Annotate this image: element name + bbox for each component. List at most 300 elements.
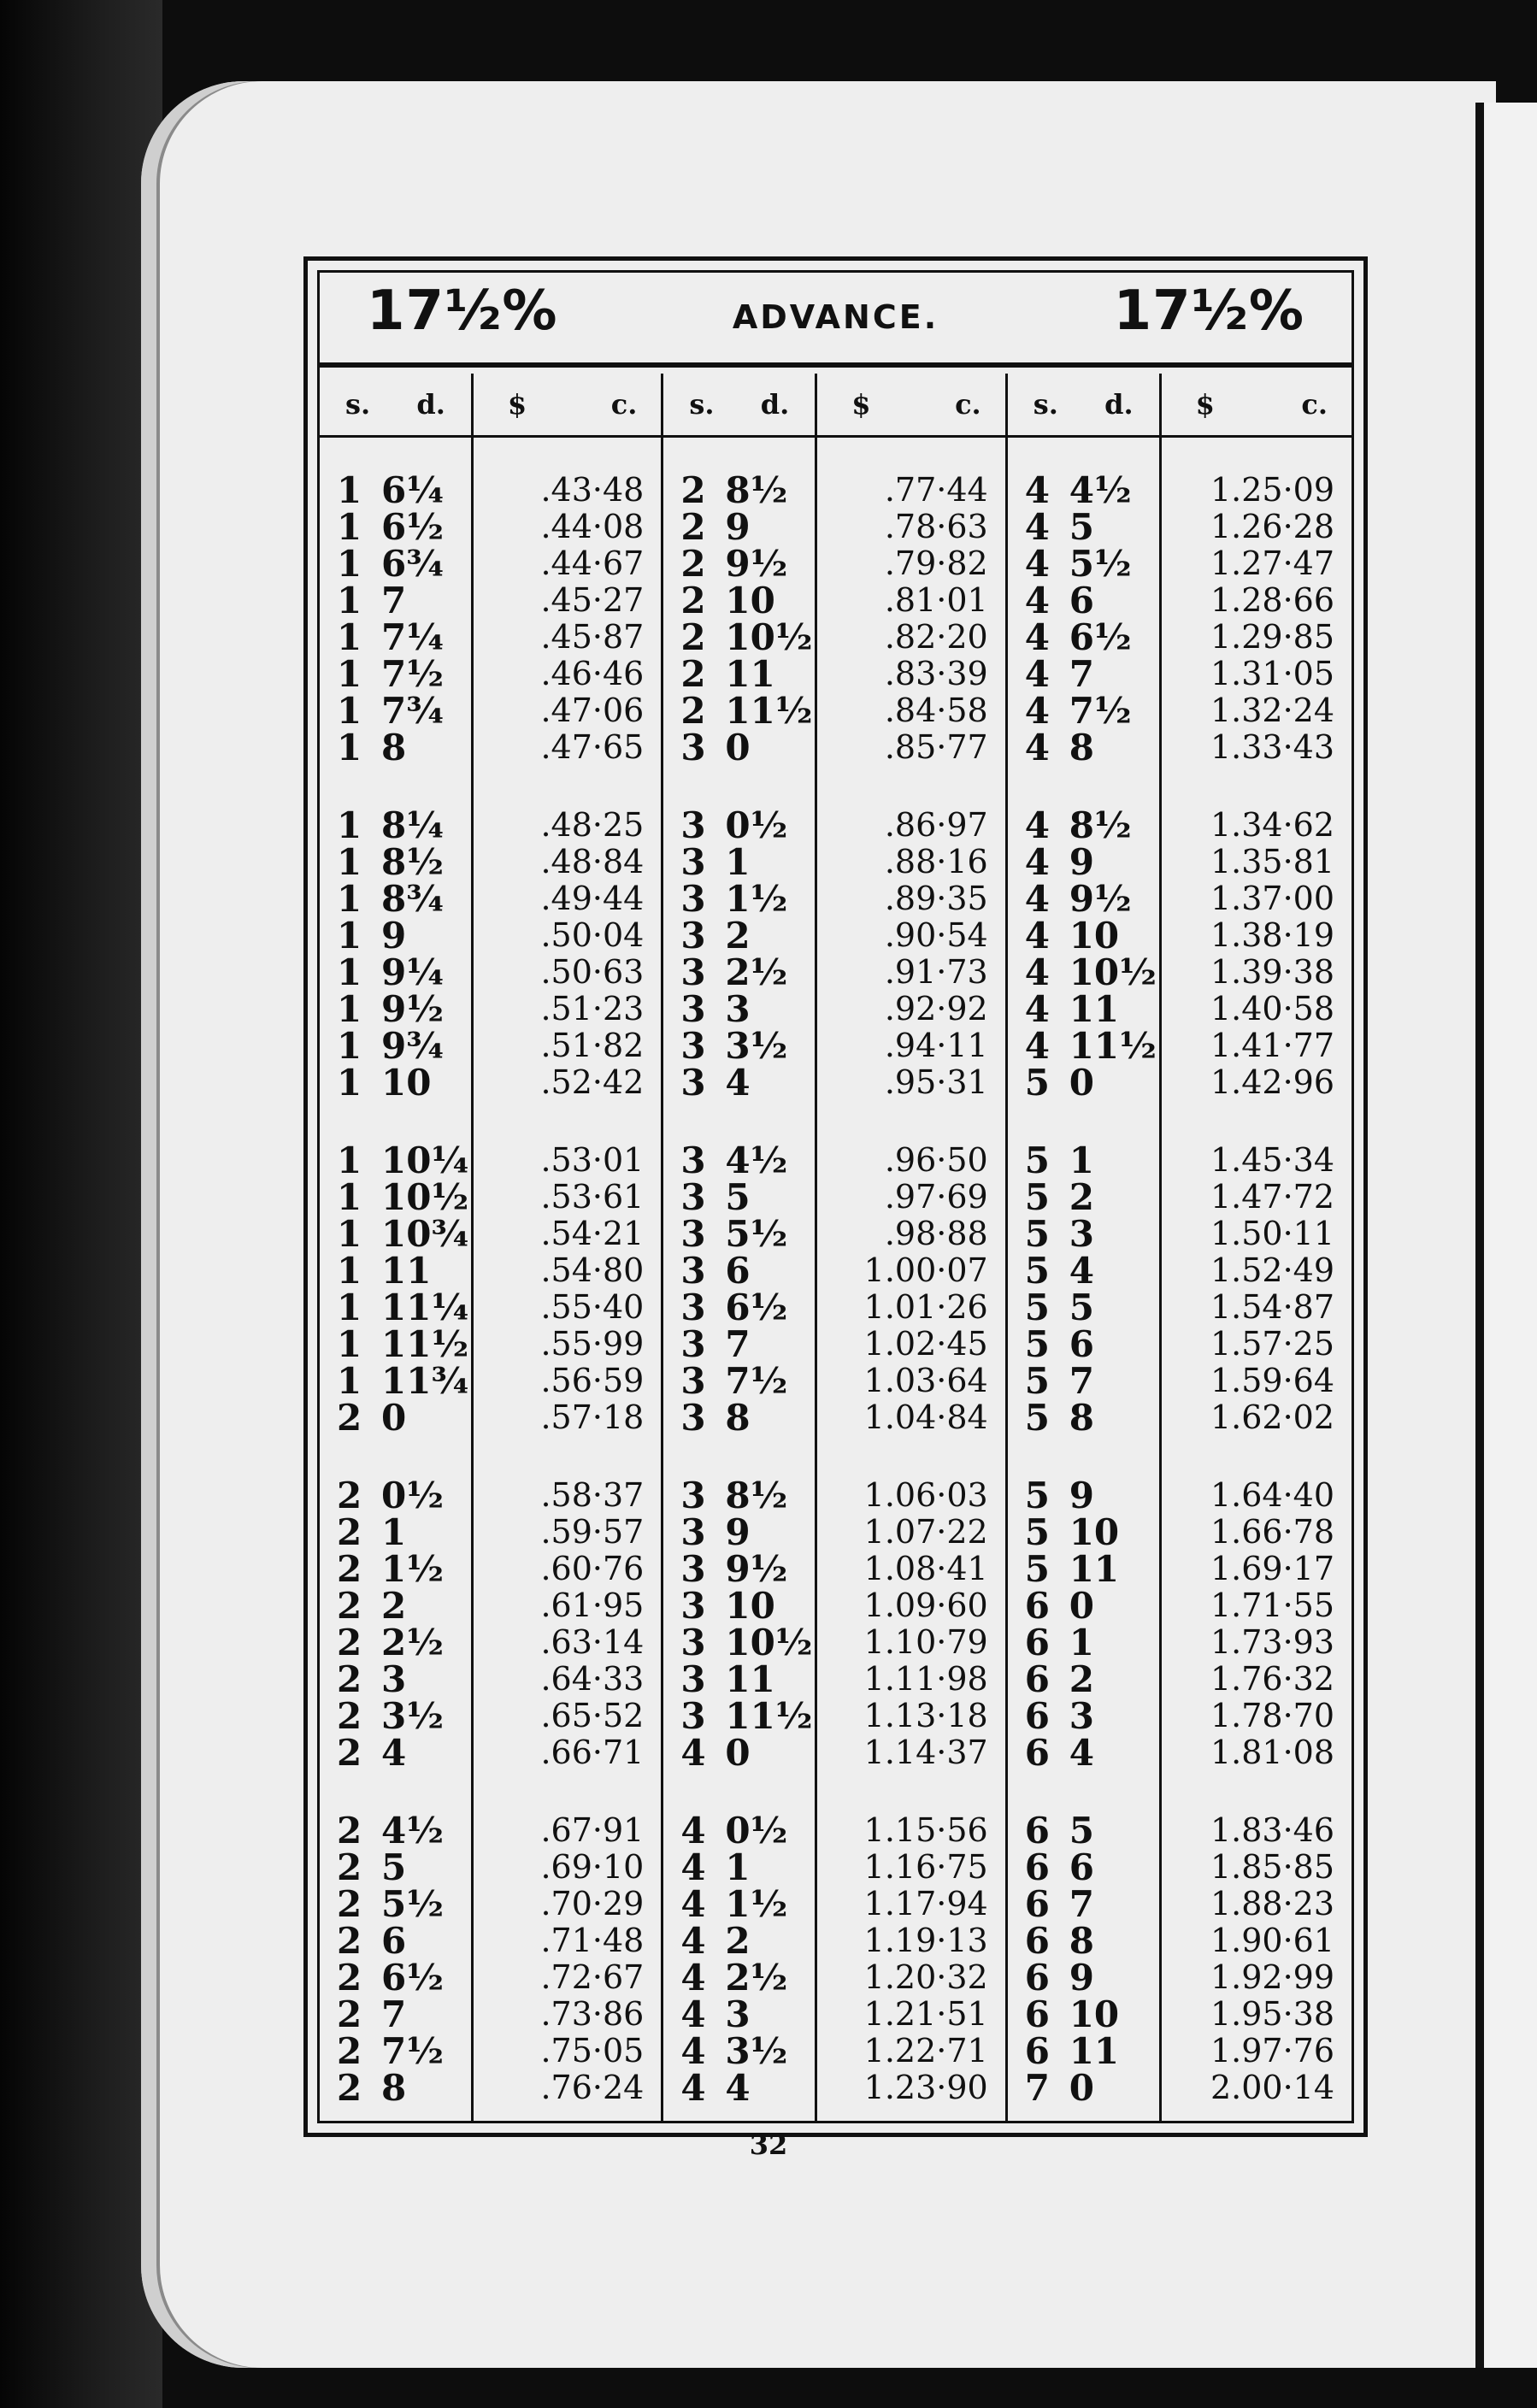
sterling-amount bbox=[663, 1286, 815, 1328]
sterling-amount bbox=[1008, 729, 1159, 766]
pence-value: 10 bbox=[1069, 915, 1120, 957]
shillings-value: 6 bbox=[1024, 1732, 1050, 1774]
scan-background bbox=[0, 0, 162, 2408]
pence-value: 3 bbox=[381, 1658, 407, 1700]
pence-value: 1 bbox=[1069, 1139, 1094, 1181]
sterling-amount bbox=[1008, 1548, 1159, 1590]
sterling-amount bbox=[1008, 1846, 1159, 1888]
shillings-value: 6 bbox=[1024, 2030, 1050, 2072]
shillings-value: 5 bbox=[1024, 1397, 1050, 1439]
dollar-group bbox=[1162, 1142, 1352, 1436]
pence-value: 8½ bbox=[725, 1475, 788, 1516]
dollar-amount: .66·71 bbox=[540, 1734, 645, 1771]
shillings-value: 4 bbox=[1024, 915, 1050, 957]
sterling-amount bbox=[320, 1548, 471, 1590]
sterling-amount bbox=[320, 506, 471, 548]
pence-value: 7 bbox=[1069, 1360, 1094, 1402]
pence-value: 6 bbox=[725, 1250, 751, 1292]
dollar-amount: .97·69 bbox=[884, 1178, 988, 1216]
sterling-group bbox=[1008, 1475, 1159, 1774]
pence-value: 3½ bbox=[725, 1025, 788, 1067]
dollar-group bbox=[1162, 1812, 1352, 2106]
pence-value: 10 bbox=[725, 580, 775, 621]
dollar-amount: .72·67 bbox=[540, 1958, 645, 1996]
shillings-value: 4 bbox=[680, 1957, 706, 1999]
sterling-group bbox=[663, 1139, 815, 1439]
sterling-amount bbox=[1008, 1883, 1159, 1925]
sterling-amount bbox=[320, 1025, 471, 1067]
shillings-value: 1 bbox=[337, 841, 362, 883]
pence-value: 7 bbox=[725, 1323, 751, 1365]
pence-value: 4 bbox=[381, 1732, 407, 1774]
sterling-amount bbox=[1008, 1176, 1159, 1218]
shillings-value: 5 bbox=[1024, 1176, 1050, 1218]
dollar-amount: 1.50·11 bbox=[1210, 1215, 1334, 1252]
dollar-amount: 1.54·87 bbox=[1210, 1288, 1334, 1326]
sterling-amount bbox=[320, 878, 471, 920]
shillings-value: 1 bbox=[337, 1323, 362, 1365]
dollar-column bbox=[1162, 374, 1352, 2121]
sterling-amount bbox=[320, 729, 471, 766]
dollar-group bbox=[817, 472, 1004, 766]
shillings-value: 4 bbox=[1024, 804, 1050, 846]
sterling-column-header bbox=[320, 374, 471, 438]
pence-value: 8½ bbox=[381, 841, 445, 883]
pence-value: 7½ bbox=[381, 2030, 445, 2072]
shillings-value: 3 bbox=[680, 1323, 706, 1365]
sterling-amount bbox=[320, 1993, 471, 2035]
pence-value: 4½ bbox=[725, 1139, 788, 1181]
cents-label: c. bbox=[955, 388, 981, 421]
sterling-amount bbox=[663, 1477, 815, 1514]
dollar-amount: .88·16 bbox=[884, 843, 988, 880]
dollar-amount: 1.25·09 bbox=[1210, 471, 1334, 509]
sterling-group bbox=[663, 469, 815, 768]
pence-value: 4 bbox=[725, 1062, 751, 1104]
pence-value: 7¾ bbox=[381, 690, 445, 732]
dollar-amount: .64·33 bbox=[540, 1660, 645, 1698]
dollar-amount: .70·29 bbox=[540, 1885, 645, 1922]
dollar-amount: 1.78·70 bbox=[1210, 1697, 1334, 1734]
sterling-amount bbox=[1008, 1025, 1159, 1067]
pence-value: 8¼ bbox=[381, 804, 445, 846]
sterling-amount bbox=[320, 1810, 471, 1852]
facing-page-edge bbox=[1475, 103, 1537, 2368]
shillings-value: 4 bbox=[680, 1810, 706, 1852]
sterling-amount bbox=[320, 1062, 471, 1104]
sterling-amount bbox=[320, 1286, 471, 1328]
shillings-value: 2 bbox=[680, 506, 706, 548]
shillings-value: 3 bbox=[680, 804, 706, 846]
sterling-amount bbox=[320, 915, 471, 957]
dollar-amount: .54·21 bbox=[540, 1215, 645, 1252]
shillings-value: 1 bbox=[337, 616, 362, 658]
pence-value: 0 bbox=[381, 1397, 407, 1439]
dollar-amount: .98·88 bbox=[884, 1215, 988, 1252]
dollar-amount: 1.07·22 bbox=[863, 1513, 988, 1551]
sterling-amount bbox=[320, 1846, 471, 1888]
dollar-amount: .47·06 bbox=[540, 692, 645, 729]
dollar-amount: .95·31 bbox=[884, 1063, 988, 1101]
shillings-value: 2 bbox=[337, 1732, 362, 1774]
shillings-value: 1 bbox=[337, 469, 362, 511]
dollar-amount: .46·46 bbox=[540, 655, 645, 692]
dollar-group bbox=[817, 1142, 1004, 1436]
pence-value: 6 bbox=[1069, 1846, 1094, 1888]
pence-value: 4½ bbox=[381, 1810, 445, 1852]
sterling-column-header bbox=[1008, 374, 1159, 438]
dollar-amount: 1.09·60 bbox=[863, 1587, 988, 1624]
dollar-amount: 1.14·37 bbox=[863, 1734, 988, 1771]
dollar-label: $ bbox=[1195, 388, 1215, 421]
sterling-amount bbox=[1008, 1658, 1159, 1700]
shillings-value: 2 bbox=[337, 2067, 362, 2109]
shillings-value: 6 bbox=[1024, 1622, 1050, 1663]
shillings-value: 6 bbox=[1024, 1695, 1050, 1737]
dollar-values bbox=[1162, 438, 1352, 2106]
pence-value: 4½ bbox=[1069, 469, 1132, 511]
dollar-amount: 1.13·18 bbox=[863, 1697, 988, 1734]
sterling-amount bbox=[663, 1846, 815, 1888]
header-title: ADVANCE. bbox=[732, 298, 939, 336]
sterling-amount bbox=[320, 1883, 471, 1925]
cents-label: c. bbox=[1301, 388, 1328, 421]
pence-value: 11 bbox=[381, 1250, 432, 1292]
sterling-amount bbox=[663, 1062, 815, 1104]
shillings-value: 6 bbox=[1024, 1920, 1050, 1962]
sterling-amount bbox=[320, 1920, 471, 1962]
pence-label: d. bbox=[1104, 388, 1134, 421]
shillings-value: 1 bbox=[337, 543, 362, 585]
dollar-amount: 1.01·26 bbox=[863, 1288, 988, 1326]
sterling-amount bbox=[663, 729, 815, 766]
shillings-value: 1 bbox=[337, 951, 362, 993]
shillings-label: s. bbox=[1033, 388, 1058, 421]
sterling-amount bbox=[1008, 1477, 1159, 1514]
shillings-value: 3 bbox=[680, 1548, 706, 1590]
pence-value: 9 bbox=[1069, 1475, 1094, 1516]
dollar-amount: .63·14 bbox=[540, 1623, 645, 1661]
dollar-amount: 1.03·64 bbox=[863, 1362, 988, 1399]
sterling-amount bbox=[1008, 653, 1159, 695]
sterling-amount bbox=[663, 1397, 815, 1439]
sterling-amount bbox=[1008, 2030, 1159, 2072]
sterling-amount bbox=[663, 1250, 815, 1292]
sterling-amount bbox=[663, 1695, 815, 1737]
dollar-amount: 1.11·98 bbox=[863, 1660, 988, 1698]
sterling-amount bbox=[320, 988, 471, 1030]
sterling-amount bbox=[320, 690, 471, 732]
dollar-amount: .90·54 bbox=[884, 916, 988, 954]
pence-value: 8¾ bbox=[381, 878, 445, 920]
sterling-amount bbox=[1008, 1213, 1159, 1255]
sterling-amount bbox=[1008, 2067, 1159, 2109]
pence-value: 3½ bbox=[381, 1695, 445, 1737]
shillings-value: 2 bbox=[337, 1883, 362, 1925]
sterling-amount bbox=[320, 616, 471, 658]
sterling-group bbox=[1008, 804, 1159, 1104]
sterling-amount bbox=[663, 1025, 815, 1067]
shillings-value: 1 bbox=[337, 915, 362, 957]
shillings-value: 2 bbox=[680, 690, 706, 732]
shillings-value: 2 bbox=[337, 1695, 362, 1737]
pence-value: 2 bbox=[1069, 1176, 1094, 1218]
pence-value: 9 bbox=[725, 506, 751, 548]
shillings-value: 2 bbox=[337, 2030, 362, 2072]
shillings-value: 3 bbox=[680, 1025, 706, 1067]
pence-value: 11 bbox=[1069, 2030, 1120, 2072]
sterling-amount bbox=[1008, 915, 1159, 957]
dollar-amount: .61·95 bbox=[540, 1587, 645, 1624]
pence-value: 2 bbox=[381, 1585, 407, 1627]
sterling-amount bbox=[320, 1139, 471, 1181]
pence-label: d. bbox=[760, 388, 790, 421]
dollar-amount: 1.45·34 bbox=[1210, 1141, 1334, 1179]
shillings-value: 3 bbox=[680, 1286, 706, 1328]
shillings-value: 4 bbox=[1024, 841, 1050, 883]
shillings-value: 1 bbox=[337, 1139, 362, 1181]
pence-value: 0 bbox=[1069, 1062, 1094, 1104]
sterling-amount bbox=[1008, 804, 1159, 846]
advance-table bbox=[303, 256, 1368, 2137]
shillings-value: 3 bbox=[680, 915, 706, 957]
pence-value: 6½ bbox=[381, 1957, 445, 1999]
pence-value: 7 bbox=[381, 1993, 407, 2035]
pence-value: 1 bbox=[381, 1511, 407, 1553]
pence-value: 9½ bbox=[381, 988, 445, 1030]
pence-value: 0½ bbox=[725, 1810, 788, 1852]
dollar-amount: .51·23 bbox=[540, 990, 645, 1027]
dollar-amount: 1.92·99 bbox=[1210, 1958, 1334, 1996]
dollar-group bbox=[817, 1477, 1004, 1771]
sterling-group bbox=[1008, 1810, 1159, 2109]
dollar-amount: .96·50 bbox=[884, 1141, 988, 1179]
sterling-column bbox=[320, 374, 474, 2121]
shillings-value: 1 bbox=[337, 1213, 362, 1255]
dollar-amount: .85·77 bbox=[884, 728, 988, 766]
shillings-value: 5 bbox=[1024, 1062, 1050, 1104]
sterling-amount bbox=[663, 616, 815, 658]
sterling-amount bbox=[320, 1477, 471, 1514]
dollar-values bbox=[817, 438, 1004, 2106]
shillings-value: 4 bbox=[1024, 878, 1050, 920]
shillings-value: 3 bbox=[680, 1397, 706, 1439]
dollar-amount: .53·61 bbox=[540, 1178, 645, 1216]
sterling-amount bbox=[1008, 1511, 1159, 1553]
sterling-amount bbox=[663, 878, 815, 920]
dollar-column-header bbox=[474, 374, 661, 438]
sterling-amount bbox=[1008, 1062, 1159, 1104]
sterling-amount bbox=[1008, 988, 1159, 1030]
shillings-value: 2 bbox=[337, 1658, 362, 1700]
sterling-amount bbox=[320, 1250, 471, 1292]
dollar-group bbox=[474, 1812, 661, 2106]
pence-value: 9¼ bbox=[381, 951, 445, 993]
pence-value: 8 bbox=[725, 1397, 751, 1439]
dollar-group bbox=[817, 807, 1004, 1101]
pence-value: 3 bbox=[725, 1993, 751, 2035]
shillings-value: 5 bbox=[1024, 1250, 1050, 1292]
sterling-amount bbox=[663, 543, 815, 585]
sterling-group bbox=[663, 804, 815, 1104]
dollar-amount: 1.27·47 bbox=[1210, 545, 1334, 582]
pence-value: 6½ bbox=[381, 506, 445, 548]
sterling-amount bbox=[663, 1213, 815, 1255]
dollar-amount: 1.97·76 bbox=[1210, 2032, 1334, 2069]
pence-value: 2 bbox=[725, 915, 751, 957]
dollar-amount: 1.26·28 bbox=[1210, 508, 1334, 545]
dollar-amount: .44·08 bbox=[540, 508, 645, 545]
dollar-column-header bbox=[1162, 374, 1352, 438]
dollar-amount: .56·59 bbox=[540, 1362, 645, 1399]
dollar-group bbox=[474, 472, 661, 766]
dollar-amount: .77·44 bbox=[884, 471, 988, 509]
dollar-amount: .69·10 bbox=[540, 1848, 645, 1886]
shillings-value: 2 bbox=[337, 1511, 362, 1553]
shillings-value: 1 bbox=[337, 690, 362, 732]
sterling-amount bbox=[320, 2030, 471, 2072]
dollar-amount: .73·86 bbox=[540, 1995, 645, 2033]
shillings-value: 4 bbox=[1024, 951, 1050, 993]
dollar-amount: .92·92 bbox=[884, 990, 988, 1027]
pence-value: 10½ bbox=[1069, 951, 1157, 993]
dollar-amount: .67·91 bbox=[540, 1811, 645, 1849]
pence-value: 5½ bbox=[381, 1883, 445, 1925]
pence-value: 0 bbox=[1069, 1585, 1094, 1627]
pence-value: 7½ bbox=[725, 1360, 788, 1402]
sterling-amount bbox=[320, 1585, 471, 1627]
dollar-amount: 1.76·32 bbox=[1210, 1660, 1334, 1698]
pence-value: 7 bbox=[381, 580, 407, 621]
sterling-amount bbox=[320, 1213, 471, 1255]
sterling-amount bbox=[1008, 1732, 1159, 1774]
sterling-amount bbox=[320, 582, 471, 619]
pence-value: 8½ bbox=[725, 469, 788, 511]
pence-value: 0 bbox=[1069, 2067, 1094, 2109]
sterling-group bbox=[320, 1139, 471, 1439]
sterling-amount bbox=[320, 2067, 471, 2109]
dollar-amount: 1.71·55 bbox=[1210, 1587, 1334, 1624]
sterling-amount bbox=[1008, 543, 1159, 585]
shillings-value: 2 bbox=[680, 616, 706, 658]
sterling-values bbox=[1008, 438, 1159, 2109]
dollar-amount: 1.08·41 bbox=[863, 1550, 988, 1587]
shillings-value: 5 bbox=[1024, 1286, 1050, 1328]
dollar-amount: 1.59·64 bbox=[1210, 1362, 1334, 1399]
dollar-amount: 1.15·56 bbox=[863, 1811, 988, 1849]
dollar-column-header bbox=[817, 374, 1004, 438]
sterling-amount bbox=[1008, 1286, 1159, 1328]
pence-value: 2½ bbox=[381, 1622, 445, 1663]
shillings-value: 2 bbox=[680, 543, 706, 585]
pence-value: 5 bbox=[1069, 506, 1094, 548]
sterling-amount bbox=[663, 841, 815, 883]
shillings-value: 6 bbox=[1024, 1993, 1050, 2035]
dollar-group bbox=[474, 807, 661, 1101]
shillings-value: 4 bbox=[1024, 469, 1050, 511]
shillings-value: 3 bbox=[680, 1176, 706, 1218]
dollar-amount: .53·01 bbox=[540, 1141, 645, 1179]
pence-value: 7¼ bbox=[381, 616, 445, 658]
pence-value: 8 bbox=[381, 2067, 407, 2109]
dollar-amount: 1.00·07 bbox=[863, 1251, 988, 1289]
shillings-value: 1 bbox=[337, 727, 362, 768]
dollar-amount: .83·39 bbox=[884, 655, 988, 692]
dollar-amount: 1.47·72 bbox=[1210, 1178, 1334, 1216]
sterling-group bbox=[1008, 1139, 1159, 1439]
dollar-amount: .47·65 bbox=[540, 728, 645, 766]
table-columns bbox=[320, 374, 1352, 2121]
shillings-value: 2 bbox=[680, 653, 706, 695]
dollar-amount: 1.29·85 bbox=[1210, 618, 1334, 656]
sterling-amount bbox=[1008, 506, 1159, 548]
shillings-value: 4 bbox=[680, 2030, 706, 2072]
shillings-value: 4 bbox=[1024, 988, 1050, 1030]
pence-value: 8 bbox=[1069, 1920, 1094, 1962]
dollar-values bbox=[474, 438, 661, 2106]
sterling-amount bbox=[1008, 878, 1159, 920]
pence-value: 2 bbox=[1069, 1658, 1094, 1700]
shillings-value: 3 bbox=[680, 988, 706, 1030]
shillings-value: 4 bbox=[1024, 506, 1050, 548]
sterling-amount bbox=[1008, 841, 1159, 883]
shillings-value: 2 bbox=[337, 1993, 362, 2035]
pence-value: 6¼ bbox=[381, 469, 445, 511]
pence-value: 7 bbox=[1069, 653, 1094, 695]
shillings-label: s. bbox=[689, 388, 715, 421]
shillings-value: 3 bbox=[680, 1213, 706, 1255]
shillings-value: 3 bbox=[680, 1511, 706, 1553]
sterling-amount bbox=[1008, 1920, 1159, 1962]
dollar-group bbox=[1162, 472, 1352, 766]
pence-value: 5 bbox=[381, 1846, 407, 1888]
sterling-amount bbox=[663, 988, 815, 1030]
sterling-column-header bbox=[663, 374, 815, 438]
pence-value: 0 bbox=[725, 727, 751, 768]
dollar-amount: .45·87 bbox=[540, 618, 645, 656]
dollar-amount: 1.73·93 bbox=[1210, 1623, 1334, 1661]
dollar-amount: 1.88·23 bbox=[1210, 1885, 1334, 1922]
sterling-amount bbox=[320, 1511, 471, 1553]
dollar-amount: 1.39·38 bbox=[1210, 953, 1334, 991]
pence-value: 1½ bbox=[725, 1883, 788, 1925]
sterling-group bbox=[663, 1810, 815, 2109]
advance-table-inner bbox=[317, 270, 1354, 2123]
dollar-amount: .54·80 bbox=[540, 1251, 645, 1289]
sterling-amount bbox=[320, 1658, 471, 1700]
shillings-value: 3 bbox=[680, 951, 706, 993]
shillings-value: 7 bbox=[1024, 2067, 1050, 2109]
sterling-group bbox=[1008, 469, 1159, 768]
sterling-amount bbox=[320, 1176, 471, 1218]
shillings-value: 1 bbox=[337, 1360, 362, 1402]
sterling-group bbox=[663, 1475, 815, 1774]
pence-value: 4 bbox=[1069, 1250, 1094, 1292]
shillings-value: 2 bbox=[337, 1920, 362, 1962]
sterling-amount bbox=[1008, 1360, 1159, 1402]
sterling-amount bbox=[663, 1883, 815, 1925]
dollar-amount: 1.40·58 bbox=[1210, 990, 1334, 1027]
shillings-value: 4 bbox=[680, 2067, 706, 2109]
pence-value: 0½ bbox=[381, 1475, 445, 1516]
sterling-amount bbox=[663, 1920, 815, 1962]
dollar-amount: 1.81·08 bbox=[1210, 1734, 1334, 1771]
pence-value: 9 bbox=[1069, 841, 1094, 883]
pence-value: 11 bbox=[725, 1658, 775, 1700]
shillings-value: 3 bbox=[680, 727, 706, 768]
pence-value: 6½ bbox=[1069, 616, 1132, 658]
sterling-amount bbox=[663, 915, 815, 957]
